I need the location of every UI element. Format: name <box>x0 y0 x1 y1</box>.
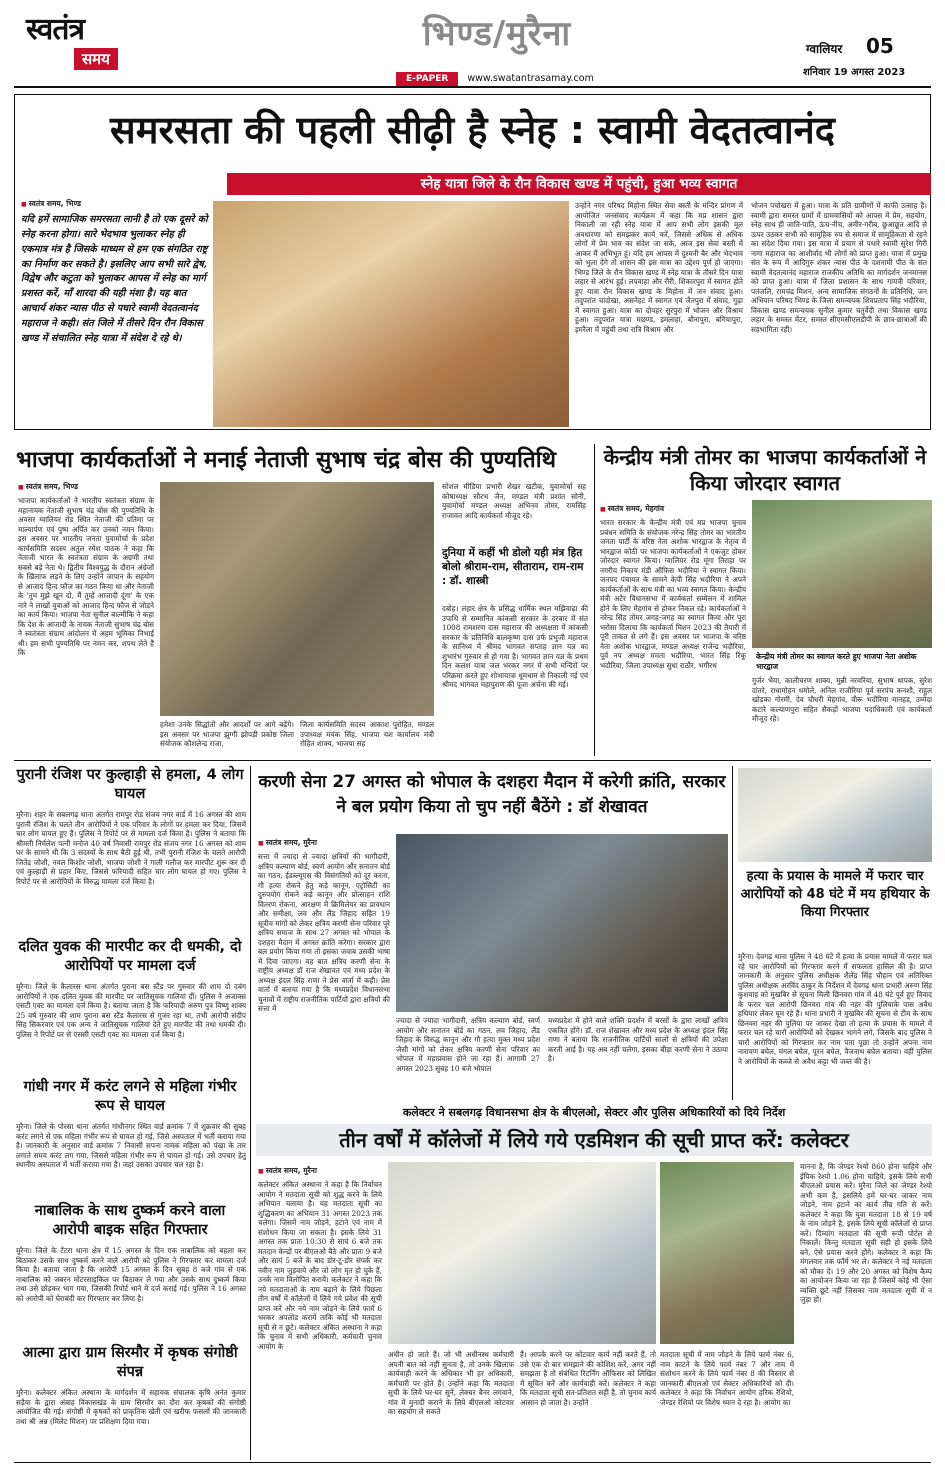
lead-headline: समरसता की पहली सीढ़ी है स्नेह : स्वामी वेदतत्वानंद <box>110 108 835 152</box>
epaper-bar <box>396 66 680 84</box>
arrest-headline: हत्या के प्रयास के मामले में फरार चार आरोपियों को 48 घंटे में मय हथियार के किया गिरफ्तार <box>740 869 930 920</box>
collector-kicker: कलेक्टर ने सबलगढ़ विधानसभा क्षेत्र के बीएलओ, सेक्टर और पुलिस अधिकारियों को दिये निर्देश <box>402 1106 786 1119</box>
brief-headline: गांधी नगर में करंट लगने से महिला गंभीर रूप से घायल <box>23 1079 237 1114</box>
lead-subhead: स्नेह यात्रा जिले के रौन विकास खण्ड में पहुंची, हुआ भव्य स्वागत <box>227 173 931 195</box>
arrest-photo <box>738 768 932 862</box>
lead-byline: ■ स्वतंत्र समय, भिण्ड <box>21 199 81 209</box>
collector-col5: मानना है, कि जेण्डर रेश्यो 860 होना चाहिये और ईपिक रेश्यो 1.06 होना चाहिये, इसके लिये सभी बीएलओ प्रयास करें। मुरैना जिले का जेण्डर रेश्यो अभी कम है, इसलिये हमें घर-घर जाकर नाम जोड़ने, नाम हटाने का कार्य तीव्र गति से करें। कलेक्टर ने कहा कि युवा मतदाता 18 से 19 वर्ष के नाम जोड़ने है, इसके लिये सूची कॉलेजों से प्राप्त करें। दिव्यांग मतदाता की सूची रूपी पोर्टल से निकालें। किन्तु मतदाता सूची सही हो इसके लिये बने, ऐसे प्रयास करने होंगे। कलेक्टर ने कहा कि मंगलवार तक फॉर्म भर ले। कलेक्टर ने नई मतदाता को मौका दें। 19 और 20 अगस्त को विशेष कैम्प का आयोजन किया जा रहा है जिसमें कोई भी ऐसा व्यक्ति छूटे नहीं जिसका नाम मतदाता सूची में न जुड़ा हो। <box>800 1162 932 1304</box>
lead-col1: उन्होंने नगर परिषद मिहोना स्थित सेवा बस्ती के मन्दिर प्रांगण में आयोजित जनसंवाद कार्यक्रम में कहा कि मप्र शासन द्वारा निकाली जा रही स्नेह यात्रा में आप सभी लोग इसकी मूल अवधारणा को समझकर कार्य करें, जिससे अधिक से अधिक लोगों में प्रेम भाव का संदेश जा सके, आज इस सेवा बस्ती में आकर मैं अभिभूत हूं। यदि हम आपस में दुश्मनी बैर और भेदभाव को भुला देंगे तो शासन की इस यात्रा का उद्देश्य पूर्ण हो जाएगा। भिण्ड जिले के रौन विकास खण्ड में स्नेह यात्रा के तीसरे दिन यात्रा लहार से आरंभ हुई। लपवाहा और रौरी, शिकारपुरा में स्वागत होते हुए यात्रा रौन विकास खण्ड के मिहोना में जन संवाद हुआ। तदुपरांत चांदोखा, असनेहट में स्वागत एवं जैतपुरा में संवाद, गुढ़ा में स्वागत हुआ। यात्रा का दोपहर सुरपुरा में भोजन और विश्राम हुआ। तदुपरांत यात्रा मछण्ड, इमलाहा, बौनापुरा, बगियापुरा, इमरैला में पहुंची तथा रात्रि विश्राम और <box>575 201 743 334</box>
karni-col1: सत्ता में ज्यादा से ज्यादा क्षत्रियों की भागीदारी, क्षत्रिय कल्याण बोर्ड, स्वर्ण आयोग और सनातन बोर्ड का गठन, ईडब्ल्यूएस की विसंगतियों को दूर करना, गौ हत्या रोकने हेतु कड़े कानून, एट्रोसिटी का दुरुपयोग रोकने कड़े कानून और प्रोत्साहन राशि वितरण रोकना, आरक्षण में क्रिमिलेयर का प्रावधान और समीक्षा, लव और लैंड जिहाद सहित 19 सूत्रीय मांगों को लेकर क्षत्रिय करणी सेना परिवार पूरे क्षत्रिय समाज के साथ 27 अगस्त को भोपाल के दशहरा मैदान में अगस्त क्रांति करेगा। सरकार द्वारा बल प्रयोग किया गया तो इसका जवाब उसकी भाषा में दिया जाएगा। यह बात क्षत्रिय करणी सेना के राष्ट्रीय अध्यक्ष डॉ राज शेखावत एवं मध्य प्रदेश के अध्यक्ष इंदल सिंह राणा ने प्रेस वार्ता में कही। प्रेस वार्ता में बताया गया है कि मध्यप्रदेश विधानसभा चुनावों में राष्ट्रीय राजनीतिक पार्टियों द्वारा क्षत्रियों की सत्ता में <box>258 852 390 1013</box>
edition-title: भिण्ड/मुरैना <box>422 14 572 54</box>
shastri-headline: दुनिया में कहीं भी डोलो यही मंत्र हित बोलो श्रीराम-राम, सीताराम, राम-राम : डॉ. शास्त्री <box>442 547 584 587</box>
tomar-photo <box>752 500 932 648</box>
netaji-divider <box>594 444 595 756</box>
tomar-photo-caption: केन्द्रीय मंत्री तोमर का स्वागत करते हुए भाजपा नेता अशोक भारद्वाज <box>752 650 932 674</box>
tomar-body2: गुर्जर भैया, कालीचरण शाक्य, मुन्नी नरवरिया, सुभाष थापक, सुरेश दांतरे, राधामोहन धमोले, अनिल राजौरिया पूर्व सरपंच कनशौ, राहुल खोड़का गोरमी, देव चौधरी मेहगांव, वीरू भदौरिया मानहड, उम्मेदा कटारे कल्याणपुरा सहित सैकड़ों भाजपा पदाधिकारी एवं कार्यकर्ता मौजूद रहे। <box>752 676 932 723</box>
website-link[interactable]: www.swatantrasamay.com <box>467 73 594 84</box>
logo-top: स्वतंत्र <box>26 12 85 47</box>
footer-rule <box>14 1462 931 1463</box>
masthead-rule <box>14 86 931 88</box>
lead-story <box>14 94 931 430</box>
collector-photo-1 <box>388 1162 656 1344</box>
brief-body: मुरैना। जिले के टेंटरा थाना क्षेत्र में 15 अगस्त के दिन एक नाबालिक को बहला कर बिठाकर उसके साथ दुष्कर्म करने वाले आरोपी को पुलिस ने गिरफ्तार कर मामला दर्ज किया है। बताया जाता है कि आरोपी 15 अगस्त के दिन सुबह 8 बजे गांव से एक नाबालिक को जबरन मोटरसाइकिल पर बिठाकर ले गया और उसके साथ दुष्कर्म किया तथा उसे छोड़कर भाग गया, जिसकी रिपोर्ट थाने में दर्ज कराई गई। पुलिस ने 16 अगस्त को आरोपी को घेराबंदी कर गिरफ्तार कर लिया है। <box>16 1246 246 1303</box>
page-number: 05 <box>866 34 894 58</box>
briefs-divider <box>250 766 251 1460</box>
collector-col3: हैं। आपके करने पर कोटवार कार्य नहीं करते हैं, तो उसे एक दो बार समझाने की कोशिश करें, अगर नहीं समझता है तो संबंधित रिटर्निंग ऑफिसर को लिखित में सूचित करें और कार्यवाही करें। कलेक्टर ने कहा कि मतदाता सूची सत-प्रतिशत सही है, तो चुनाव कार्य आसान हो जाता है। उन्होंने <box>520 1350 656 1407</box>
brief-body: मुरैना। शहर के सबलगढ़ थाना अंतर्गत रामपुर रोड संजय नगर वार्ड में 16 अगस्त की शाम पुरानी रंजिश के चलते तीन आरोपियों ने एक परिवार के लोगों पर हमला कर दिया, जिसमें चार लोग घायल हुए हैं। पुलिस ने रिपोर्ट पर से मामला दर्ज किया है। पुलिस ने बताया कि श्रीमती निर्मलेश पत्नी मनोज 40 वर्ष निवासी रामपुर रोड संजय नगर 16 अगस्त को शाम घर के सामने थी कि 3 सदस्यों के साथ बैठी हुई थी, तभी पुरानी रंजिश के चलते आरोपी जितेंद्र जोशी, नवल किशोर जोशी, भाजपा जोशी ने गाली गलौज कर मारपीट शुरू कर दी एवं कुल्हाड़ी से प्रहार किए, जिससे फरियादी सहित चार लोग घायल हो गए। पुलिस ने रिपोर्ट पर से आरोपियों के विरुद्ध मामला दर्ज किया है। <box>16 810 246 886</box>
netaji-col3-top: सोशल मीडिया प्रभारी शेखर खटीक, युवामोर्चा सह कोषाध्यक्ष सौरभ जैन, मण्डल मंत्री प्रशांत सोनी, युवामोर्चा मण्डल अध्यक्ष अभिनव तोमर, रामसिंह राजावत आदि कार्यकर्ता मौजूद रहे। <box>442 482 586 520</box>
brief-body: मुरैना। कलेक्टर अंकित अस्थाना के मार्गदर्शन में सहायक संचालक कृषि अनंत कुमार सड़ैया के द्वारा अंबाह विकासखंड के ग्राम सिरमौर का दौरा कर कृषकों की संगोष्ठी आयोजित की गई। संगोष्ठी में कृषकों को प्राकृतिक खेती एवं खरीफ फसलों की जानकारी तथा श्री अन्न (मिलेट मिशन) पर प्रशिक्षण दिया गया। <box>16 1388 246 1426</box>
netaji-caption-col1: हमेशा उनके सिद्धांतों और आदर्शों पर आगे बढ़ेंगे। इस अवसर पर भाजपा झुग्गी झोपड़ी प्रकोष्ठ जिला संयोजक कौशलेन्द्र राजा, <box>160 720 294 748</box>
netaji-body: भाजपा कार्यकर्ताओं ने भारतीय स्वतंत्रता संग्राम के महानायक नेताजी सुभाष चंद्र बोस की पुण्यतिथि के अवसर ग्वालियर रोड स्थित नेताजी की प्रतिमा पर माल्यार्पण एवं पुष्प अर्पित कर उनको नमन किया। इस अवसर पर भारतीय जनता युवामोर्चा के प्रदेश कार्यसमिति सदस्य अतुल रमेश पाठक ने कहा कि नेताजी भारत के स्वतंत्रता संग्राम के अग्रणी तथा सबसे बड़े नेता थे। द्वितीय विश्वयुद्ध के दौरान अंग्रेजों के खिलाफ लड़ने के लिए उन्होंने जापान के सहयोग से आजाद हिन्द फौज का गठन किया था और नेताजी के 'तुम मुझे खून दो, मैं तुम्हें आजादी दूंगा' के एक नारे ने लाखों युवाओं को आजाद हिन्द फौज से जोड़ने का कार्य किया। भाजपा नेता सुनील बाल्मीकि ने कहा कि देश के आजादी के नायक नेताजी सुभाष चंद्र बोस ने स्वतंत्रता संग्राम आंदोलन में अहम भूमिका निभाई थी। हम सभी पुण्यतिथि पर नमन कर, शपथ लेते हैं कि <box>18 496 154 657</box>
karni-col2: ज्यादा से ज्यादा भागीदारी, क्षत्रिय कल्याण बोर्ड, स्वर्ण आयोग और सनातन बोर्ड का गठन, लव जिहाद, लैंड जिहाद के विरुद्ध कानून और गौ हत्या मुक्त मध्य प्रदेश जैसी मांगों को लेकर क्षत्रिय करणी सेना परिवार का भोपाल में महाप्रवास होने जा रहा है। आगामी 27 अगस्त 2023 सुबह 10 बजे भोपाल <box>396 1016 540 1073</box>
masthead <box>0 0 945 90</box>
netaji-byline: ■ स्वतंत्र समय, भिण्ड <box>18 482 78 492</box>
collector-byline: ■ स्वतंत्र समय, मुरैना <box>258 1166 317 1176</box>
karni-col3: मध्यप्रदेश में होने वाले शक्ति प्रदर्शन में बरसों के द्वारा लाखों क्षत्रिय एकत्रित होंगे। डॉ. राज शेखावत और मध्य प्रदेश के अध्यक्ष इंदल सिंह राणा ने बताया कि राजनीतिक पार्टियों सालों से क्षत्रियों की उपेक्षा करती आई है। यह अब नहीं चलेगा, इसका बीड़ा करणी सेना ने उठाया है। <box>548 1016 728 1063</box>
collector-col4: मतदाता सूची में नाम जोड़ने के लिये फार्म नंबर 6, नाम काटने के लिये फार्म नंबर 7 और नाम में संशोधन करने के लिये फार्म नंबर 8 की विस्तार से जानकारी बीएलओ एवं सेक्टर अधिकारियों को दी। कलेक्टर ने कहा कि निर्वाचन आयोग हरिक रेशियो, जेण्डर रेशियो पर विशेष ध्यान दे रहा है। आयोग का <box>660 1350 794 1407</box>
brief-headline: नाबालिक के साथ दुष्कर्म करने वाला आरोपी बाइक सहित गिरफ्तार <box>34 1203 226 1238</box>
netaji-photo <box>160 482 434 716</box>
netaji-headline: भाजपा कार्यकर्ताओं ने मनाई नेताजी सुभाष चंद्र बोस की पुण्यतिथि <box>16 447 556 473</box>
city-label: ग्वालियर <box>806 42 843 56</box>
collector-photo-2 <box>660 1162 794 1344</box>
logo-bottom: समय <box>74 48 118 70</box>
brief-body: मुरैना। जिले के कैलारस थाना अंतर्गत पुराना बस स्टैंड पर गुरुवार की शाम दो दबंग आरोपियों ने एक दलित युवक की मारपीट पर जातिसूचक गालियां दीं। पुलिस ने अजाक्स एसटी एक्ट का मामला दर्ज किया है। बताया जाता है कि फरियादी अरुण पुत्र विष्णु शाक्य 25 वर्ष गुरुवार की शाम पुराना बस स्टैंड कैलारस से गुजर रहा था, तभी आरोपी संदीप सिंह सिकरवार एवं एक अन्य ने जातिसूचक गालियां देते हुए मारपीट की तथा धमकी दी। पुलिस ने रिपोर्ट पर से एससी एसटी एक्ट का मामला दर्ज किया है। <box>16 982 246 1039</box>
karni-photo <box>396 834 728 1012</box>
issue-date: शनिवार 19 अगस्त 2023 <box>803 67 906 78</box>
lead-photo <box>213 201 569 427</box>
netaji-caption-col2: जिला कार्यसमिति सदस्य आकाश पुरोहित, मण्डल उपाध्यक्ष मयंक सिंह, भाजपा यश कार्यालय मंत्री रोहित शाक्य, भाजपा सह <box>300 720 434 748</box>
tomar-body: भारत सरकार के केन्द्रीय मंत्री एवं मप्र भाजपा चुनाव प्रबंधन समिति के संयोजक नरेन्द्र सिंह तोमर का भारतीय जनता पार्टी के वरिष्ठ नेता अशोक भारद्वाज के नेतृत्व में भारद्वाज कोठी पर भाजपा कार्यकर्ताओं ने एकजुट होकर जोरदार स्वागत किया। ग्वालियर रोड मूंगा तिराहा पर नगरीय निकाय मंडी ऑफ़िस भदौरिया ने स्वागत किया। जनपद पंचायत के सामने केपी सिंह भदौरिया ने अपने कार्यकर्ताओं के साथ मंत्री का भव्य स्वागत किया। केन्द्रीय मंत्री अटेर विधानसभा में कार्यकर्ता सम्मेलन में शामिल होने के लिए मेहगांव से होकर निकल रहे। कार्यकर्ताओं ने नरेन्द्र सिंह तोमर जगह-जगह का स्वागत किया और पूरा भरोसा दिलाया कि कार्यकर्ता मिशन 2023 की तैयारी में पूरी ताकत से लगे हैं। इस अवसर पर भाजपा के वरिष्ठ नेता अशोक भारद्वाज, मण्डल अध्यक्ष राजेन्द्र भदौरिया, पूर्व नप अध्यक्ष ममता भदौरिया, भारत सिंह रिंकू भदौरिया, जिला उपाध्यक्ष सुधा राठौर, भगीरथ <box>600 518 746 670</box>
collector-col2: अधीन हो जाते हैं। जो भी अधीनस्थ कर्मचारी अपनी बात को नहीं सुनता है, तो उनके खिलाफ कार्यवाही करने के अधिकार भी हर अधिकारी, कर्मचारी पर होते हैं। उन्होंने कहा कि मतदाता सूची के लिये घर-घर सुनें, लेक्चर बैनर लगवाने, गांव में मुनादी कराने के लिये बीएलओ कोटवार का सहयोग ले सकते <box>388 1350 514 1416</box>
epaper-label: E-PAPER <box>396 72 458 87</box>
brief-headline: दलित युवक की मारपीट कर दी धमकी, दो आरोपियों पर मामला दर्ज <box>18 939 242 974</box>
collector-col1: कलेक्टर अंकित अस्थाना ने कहा है कि निर्वाचन आयोग ने मतदाता सूची को शुद्ध करने के लिये अभियान चलाया है। यह मतदाता सूची का शुद्धिकरण का अभियान 31 अगस्त 2023 तक चलेगा। जिसमें नाम जोड़ने, हटाने एवं नाम में संशोधन किया जा सकता है। इसके लिये 31 अगस्त तक प्रातः 10:30 से सायं 6 बजे तक मतदान केन्द्रों पर बीएलओ बैठे और प्रातः 9 बजे और सायं 5 बजे के बाद डोर-टू-डोर संपर्क कर नवीन नाम जुड़वाये और जो लोग मृत हो चुके हैं, उनके नाम विलोपित करायें। कलेक्टर ने कहा कि नये मतदाताओं के नाम बढ़ाने के लिये पिछला तीन वर्षों में कॉलेजों में लिये गये प्रवेश की सूची प्राप्त करें और नये नाम जोड़ने के लिये फार्म 6 भरकर अपलोड करायें ताकि कोई भी मतदाता सूची से न छूटे। कलेक्टर अंकित अस्थाना ने कहा कि चुनाव में सभी अधिकारी, कर्मचारी चुनाव आयोग के <box>258 1180 382 1351</box>
lead-col2: भोजन पचोखरा में हुआ। यात्रा के प्रति ग्रामीणों में काफी उत्साह है। स्वामी द्वारा समस्त ग्रामों में ग्रामवासियों को आपस में प्रेम, सहयोग, स्नेह साथ ही जाति-पाति, ऊंच-नीच, अमीर-गरीब, छुआछूत आदि से ऊपर उठकर सभी को सामूहिक रुप से समाज में सामूहिकता से रहने का संदेश दिया गया। इस यात्रा में प्रयाग से पधारे स्वामी सुरेश गिरी नागा महाराज का आशीर्वाद भी लोगों को प्राप्त हुआ। यात्रा में प्रमुख संत के रूप में आदिगुरु शंकर न्यास पीठ के दशनामी पीठ के संत स्वामी वेदतत्वानंद महाराज राजकीय अतिथि का मार्गदर्शन जनमानस को प्राप्त हुआ। यात्रा में जिला प्रशासन के साथ गायत्री परिवार, पतंजलि, रामचंद्र मिशन, अन्य सामाजिक संगठनों के प्रतिनिधि, जन अभियान परिषद भिण्ड के जिला समन्वयक शिवप्रताप सिंह भदौरिया, विकास खण्ड समन्वयक सुनील कुमार चतुर्वेदी तथा विकास खण्ड लहार के समस्त मेंटर, समस्त सीएमसीएलडीपी के छात्र-छात्राओं की सहभागिता रही। <box>751 201 927 334</box>
arrest-body: मुरैना। देवगढ़ थाना पुलिस ने 48 घंटे में हत्या के प्रयास मामले में फरार चल रहे चार आरोपियों को गिरफ्तार करने में सफलता हासिल की है। प्राप्त जानकारी के अनुसार पुलिस अधीक्षक शैलेंद्र सिंह चौहान एवं अतिरिक्त पुलिस अधीक्षक अरविंद ठाकुर के निर्देशन में देवगढ़ थाना प्रभारी अरुण सिंह कुशवाह को मुखबिर से सूचना मिली छिनवरा गांव में 48 घंटे पूर्व हुए विवाद के फरार चल आरोपी छिनवरा गांव की नहर की पुलियाके पास अवैध हथियार लेकर घूम रहे हैं। थाना प्रभारी ने मुखबिर की सूचना से टीम के साथ छिनवरा नहर की पुलिया पर जाकर देखा तो हत्या के प्रयास के मामले में फरार चल रहे चारों आरोपियों को देखकर भागने लगे, जिसके बाद पुलिस ने चारों आरोपियों को गिरफ्तार कर नाम पता पूछा तो उन्होंने अपना नाम नारायण बघेल, मंगल बघेल, पूरन बघेल, वैजनाथ बघेल बताया। वहीं पुलिस ने आरोपियों के कब्जे से अवैध कट्टा भी जब्त की है। <box>738 952 932 1066</box>
karni-headline: करणी सेना 27 अगस्त को भोपाल के दशहरा मैदान में करेगी क्रांति, सरकार ने बल प्रयोग किया तो चुप नहीं बैठेंगे : डॉ शेखावत <box>258 772 726 817</box>
tomar-headline: केन्द्रीय मंत्री तोमर का भाजपा कार्यकर्ताओं ने किया जोरदार स्वागत <box>603 445 927 495</box>
mid-rule <box>14 760 931 761</box>
briefs-column <box>14 766 248 1460</box>
karni-byline: ■ स्वतंत्र समय, मुरैना <box>258 838 317 848</box>
karni-divider <box>732 766 733 1100</box>
brief-headline: पुरानी रंजिश पर कुल्हाड़ी से हमला, 4 लोग घायल <box>16 767 244 802</box>
lead-quote: यदि हमें सामाजिक समरसता लानी है तो एक दूसरे को स्नेह करना होगा। सारे भेदभाव भुलाकर स्नेह ही एकमात्र मंत्र है जिसके माध्यम से हम एक संगठित राष्ट्र का निर्माण कर सकते है। इसलिए आप सभी सारे द्वेष, विद्वेष और कटुता को भुलाकर आपस में स्नेह का मार्ग प्रशस्त करें, माँ शारदा की यही मंशा है। यह बात आचार्य शंकर न्यास पीठ से पधारे स्वामी वेदतत्वानंद महाराज ने कही। संत जिले में तीसरे दिन रौन विकास खण्ड में संचालित स्नेह यात्रा में संदेश दे रहे थे। <box>21 214 208 344</box>
brief-body: मुरैना। जिले के पोरसा थाना अंतर्गत गांधीनगर स्थित वार्ड क्रमांक 7 में शुक्रवार की सुबह करंट लगने से एक महिला गंभीर रूप से घायल हो गई, जिसे अस्पताल में भर्ती कराया गया है। जानकारी के अनुसार वार्ड क्रमांक 7 निवासी सपना नामक महिला को पंखा के तार लगाते समय करंट लग गया, जिससे महिला गंभीर रूप से घायल हो गई। उसे उपचार हेतु स्थानीय अस्पताल में भर्ती कराया गया है। जहां उसका उपचार चल रहा है। <box>16 1122 246 1169</box>
brief-headline: आत्मा द्वारा ग्राम सिरमौर में कृषक संगोष्ठी संपन्न <box>22 1345 238 1380</box>
logo <box>26 14 154 74</box>
collector-headline: तीन वर्षों में कॉलेजों में लिये गये एडमिशन की सूची प्राप्त करें: कलेक्टर <box>256 1124 932 1156</box>
tomar-byline: ■ स्वतंत्र समय, मेहगांव <box>600 504 664 514</box>
shastri-body: दबोह। लहार क्षेत्र के प्रसिद्ध धार्मिक स्थल मझिवाढ़ा की उपाधि से सम्मानित कांकसी सरकार के दरबार में संत 1008 रामशरण दास महाराज की अध्यक्षता में कांकसी सरकार के प्रतिनिधि बालकृष्ण दास उर्फ प्रभुजी महाराज के सानिध्य में श्रीमद भागवत सप्ताह ज्ञान यज्ञ का शुभारंभ गुरुवार से हो गया है। भागवत ज्ञान यज्ञ के प्रथम दिन कलश यात्रा जल भरकर नगर में सभी मन्दिरों पर परिक्रमा करते हुए शोभायात्रा धूमधाम से निकाली गई एवं श्रीमद भागवत महापुराण की पूजा अर्चना की गई। <box>442 604 588 689</box>
